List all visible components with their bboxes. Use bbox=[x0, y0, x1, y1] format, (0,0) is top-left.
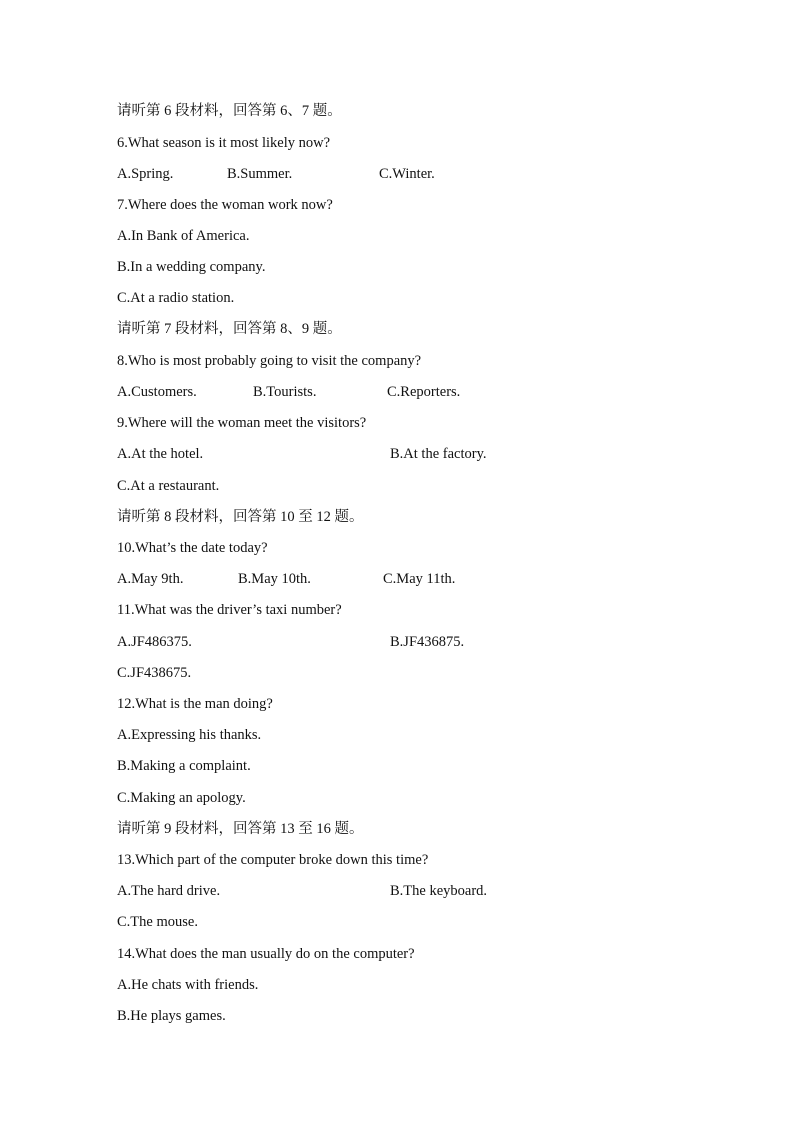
option-a: A.JF486375. bbox=[117, 634, 192, 650]
option-b: B.JF436875. bbox=[390, 634, 465, 650]
option-a: A.May 9th. bbox=[117, 571, 184, 587]
option-b: B.Summer. bbox=[227, 166, 293, 182]
option-a: A.Customers. bbox=[117, 384, 197, 400]
option-c: C.Reporters. bbox=[387, 384, 461, 400]
option-b: B.Tourists. bbox=[253, 384, 317, 400]
option-b: B.May 10th. bbox=[238, 571, 311, 587]
option-b: B.At the factory. bbox=[390, 446, 487, 462]
option-c: C.Winter. bbox=[379, 166, 435, 182]
option-a: A.At the hotel. bbox=[117, 446, 204, 462]
option-a: A.The hard drive. bbox=[117, 883, 221, 899]
option-c: C.May 11th. bbox=[383, 571, 456, 587]
option-a: A.Spring. bbox=[117, 166, 174, 182]
option-b: B.The keyboard. bbox=[390, 883, 488, 899]
